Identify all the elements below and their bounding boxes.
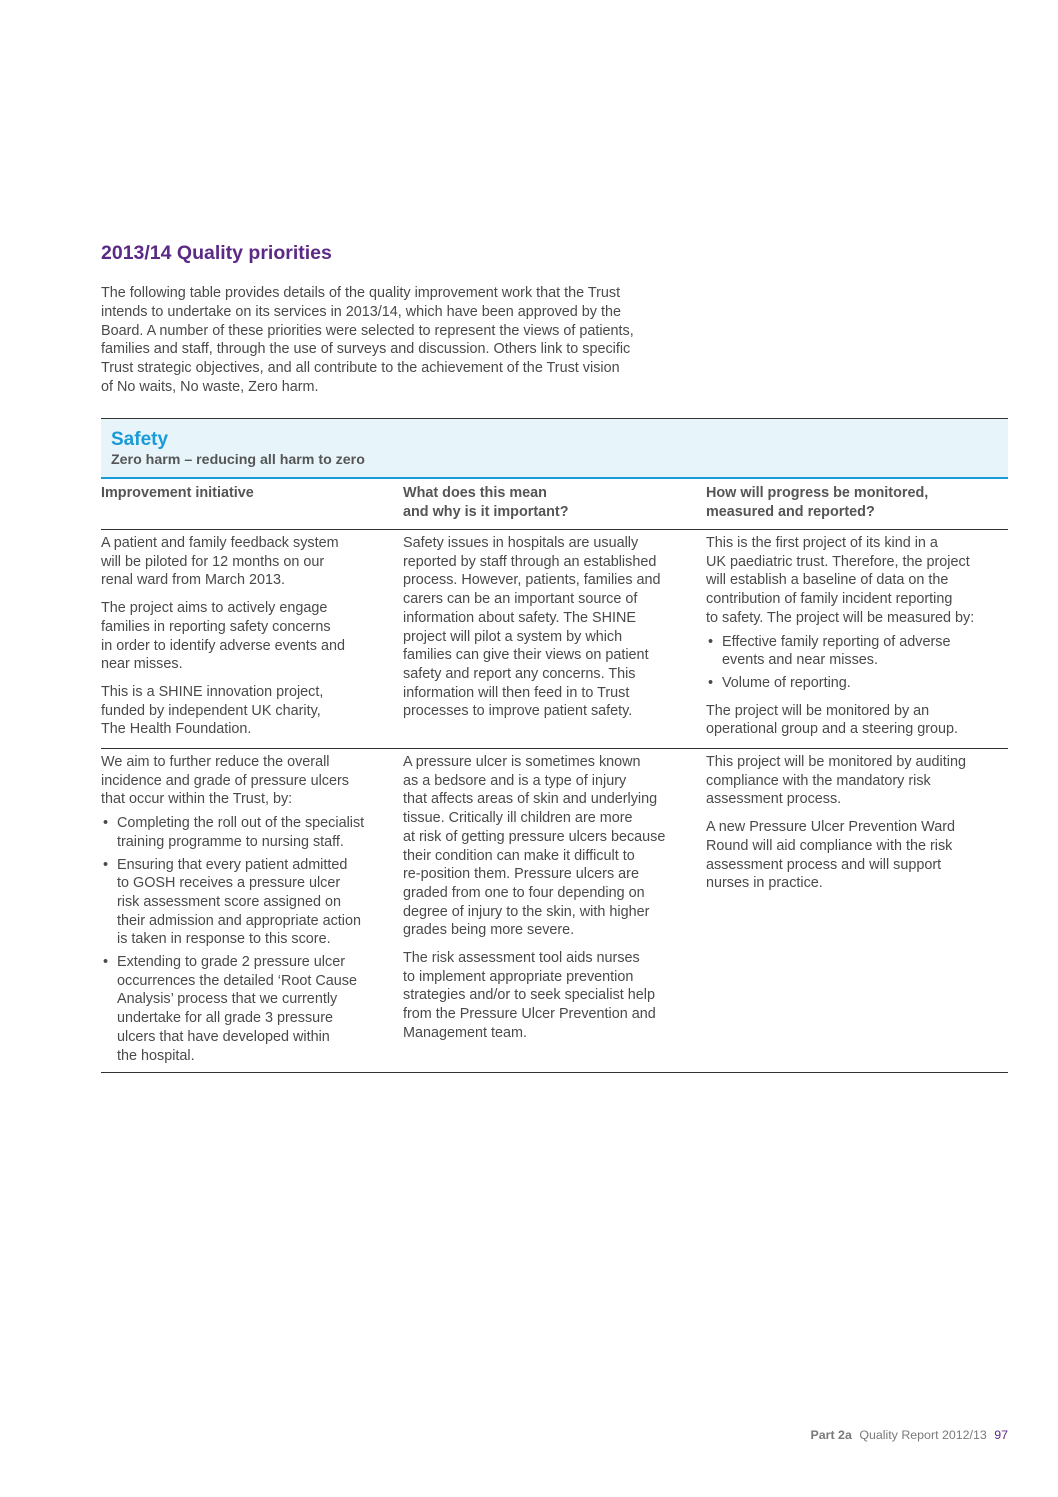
column-header-monitoring xyxy=(706,479,1008,529)
text-line: events and near misses. xyxy=(722,652,878,669)
footer-report-title: Quality Report 2012/13 xyxy=(859,1428,987,1442)
section-subtitle: Zero harm – reducing all harm to zero xyxy=(111,452,365,468)
text-line: processes to improve patient safety. xyxy=(403,703,633,720)
bullet-item xyxy=(706,674,1008,693)
text-line: information will then feed in to Trust xyxy=(403,684,630,701)
header-line: measured and reported? xyxy=(706,503,875,520)
cell-paragraph xyxy=(403,949,706,1043)
text-line: This project will be monitored by auditing xyxy=(706,754,966,770)
header-line: How will progress be monitored, xyxy=(706,485,929,501)
text-line: contribution of family incident reporting xyxy=(706,591,953,608)
text-line: the hospital. xyxy=(117,1047,195,1064)
table-cell xyxy=(403,530,706,748)
text-line: operational group and a steering group. xyxy=(706,721,959,738)
text-line: Ensuring that every patient admitted xyxy=(117,856,348,873)
text-line: will be piloted for 12 months on our xyxy=(101,553,325,570)
text-line: in order to identify adverse events and xyxy=(101,637,345,654)
text-line: families can give their views on patient xyxy=(403,647,649,664)
text-line: to safety. The project will be measured by: xyxy=(706,609,975,626)
text-line: to implement appropriate prevention xyxy=(403,968,634,985)
text-line: is taken in response to this score. xyxy=(117,931,331,948)
text-line: Round will aid compliance with the risk xyxy=(706,837,953,854)
text-line: risk assessment score assigned on xyxy=(117,893,341,910)
text-line: renal ward from March 2013. xyxy=(101,572,285,589)
text-line: The project aims to actively engage xyxy=(101,600,328,617)
text-line: information about safety. The SHINE xyxy=(403,609,637,626)
bullet-icon: • xyxy=(708,633,714,650)
text-line: This is a SHINE innovation project, xyxy=(101,683,324,700)
cell-paragraph xyxy=(101,683,403,739)
text-line: This is the first project of its kind in a xyxy=(706,535,938,551)
footer-part-label: Part 2a xyxy=(810,1428,852,1442)
text-line: compliance with the mandatory risk xyxy=(706,772,931,789)
table-cell xyxy=(706,530,1008,748)
page-number: 97 xyxy=(994,1428,1008,1442)
cell-paragraph xyxy=(403,534,706,721)
cell-paragraph xyxy=(706,818,1008,893)
text-line: reported by staff through an established xyxy=(403,553,657,570)
header-line: What does this mean xyxy=(403,485,547,501)
text-line: UK paediatric trust. Therefore, the project xyxy=(706,553,970,570)
text-line: The project will be monitored by an xyxy=(706,702,930,719)
text-line: that affects areas of skin and underlying xyxy=(403,791,658,808)
text-line: The Health Foundation. xyxy=(101,721,252,738)
text-line: their admission and appropriate action xyxy=(117,912,361,929)
table-header-row xyxy=(101,479,1008,530)
intro-line: of No waits, No waste, Zero harm. xyxy=(101,378,319,395)
bullet-icon: • xyxy=(708,674,714,691)
column-header-meaning xyxy=(403,479,706,529)
cell-paragraph xyxy=(706,753,1008,809)
text-line: at risk of getting pressure ulcers because xyxy=(403,828,666,845)
text-line: The risk assessment tool aids nurses xyxy=(403,950,640,967)
text-line: ulcers that have developed within xyxy=(117,1028,330,1045)
table-cell xyxy=(101,749,403,1072)
text-line: process. However, patients, families and xyxy=(403,572,661,589)
text-line: incidence and grade of pressure ulcers xyxy=(101,772,349,789)
text-line: Safety issues in hospitals are usually xyxy=(403,535,639,551)
table-cell xyxy=(101,530,403,748)
text-line: re-position them. Pressure ulcers are xyxy=(403,866,639,883)
text-line: strategies and/or to seek specialist help xyxy=(403,987,655,1004)
text-line: carers can be an important source of xyxy=(403,591,638,608)
text-line: funded by independent UK charity, xyxy=(101,702,321,719)
text-line: as a bedsore and is a type of injury xyxy=(403,772,627,789)
text-line: Effective family reporting of adverse xyxy=(722,633,951,650)
column-header-initiative xyxy=(101,479,403,529)
text-line: safety and report any concerns. This xyxy=(403,665,636,682)
intro-line: families and staff, through the use of surveys and discussion. Others link to specific xyxy=(101,341,631,358)
intro-line: Board. A number of these priorities were selected to represent the views of patients, xyxy=(101,322,634,339)
text-line: their condition can make it difficult to xyxy=(403,847,635,864)
text-line: undertake for all grade 3 pressure xyxy=(117,1010,333,1027)
text-line: Extending to grade 2 pressure ulcer xyxy=(117,954,345,971)
cell-paragraph xyxy=(101,534,403,590)
text-line: Volume of reporting. xyxy=(722,674,851,691)
text-line: project will pilot a system by which xyxy=(403,628,623,645)
text-line: grades being more severe. xyxy=(403,922,575,939)
page-title: 2013/14 Quality priorities xyxy=(101,242,332,264)
text-line: to GOSH receives a pressure ulcer xyxy=(117,875,341,892)
text-line: families in reporting safety concerns xyxy=(101,618,331,635)
text-line: assessment process and will support xyxy=(706,856,942,873)
bullet-item xyxy=(706,633,1008,670)
text-line: occurrences the detailed ‘Root Cause xyxy=(117,972,357,989)
text-line: Completing the roll out of the specialist xyxy=(117,815,365,832)
text-line: training programme to nursing staff. xyxy=(117,833,344,850)
text-line: that occur within the Trust, by: xyxy=(101,791,293,808)
text-line: degree of injury to the skin, with higher xyxy=(403,903,650,920)
table-cell xyxy=(403,749,706,1072)
intro-line: Trust strategic objectives, and all contribute to the achievement of the Trust vision xyxy=(101,360,620,377)
text-line: A new Pressure Ulcer Prevention Ward xyxy=(706,819,956,836)
bullet-item xyxy=(101,814,403,851)
intro-paragraph xyxy=(101,284,676,397)
bullet-icon: • xyxy=(103,954,109,971)
text-line: Management team. xyxy=(403,1024,527,1041)
bullet-item xyxy=(101,953,403,1065)
intro-line: intends to undertake on its services in 2013/14, which have been approved by the xyxy=(101,303,622,320)
text-line: We aim to further reduce the overall xyxy=(101,754,330,770)
text-line: tissue. Critically ill children are more xyxy=(403,810,633,827)
table-row xyxy=(101,749,1008,1073)
table-cell xyxy=(706,749,1008,1072)
intro-line: The following table provides details of the quality improvement work that the Trust xyxy=(101,285,621,301)
header-line: Improvement initiative xyxy=(101,485,254,501)
bullet-icon: • xyxy=(103,856,109,873)
cell-paragraph xyxy=(706,702,1008,739)
cell-paragraph xyxy=(403,753,706,940)
text-line: A patient and family feedback system xyxy=(101,535,339,551)
text-line: from the Pressure Ulcer Prevention and xyxy=(403,1006,656,1023)
table-row xyxy=(101,530,1008,749)
section-band xyxy=(101,419,1008,479)
text-line: nurses in practice. xyxy=(706,875,823,892)
text-line: Analysis’ process that we currently xyxy=(117,991,338,1008)
cell-paragraph xyxy=(101,599,403,674)
text-line: near misses. xyxy=(101,656,183,673)
section-title: Safety xyxy=(111,429,169,450)
text-line: assessment process. xyxy=(706,791,842,808)
priorities-table xyxy=(101,418,1008,1073)
cell-paragraph xyxy=(706,534,1008,628)
bullet-icon: • xyxy=(103,815,109,832)
page-footer xyxy=(811,1428,1008,1442)
cell-paragraph xyxy=(101,753,403,809)
bullet-item xyxy=(101,856,403,950)
header-line: and why is it important? xyxy=(403,503,569,520)
text-line: will establish a baseline of data on the xyxy=(706,572,949,589)
text-line: graded from one to four depending on xyxy=(403,884,645,901)
text-line: A pressure ulcer is sometimes known xyxy=(403,754,641,770)
